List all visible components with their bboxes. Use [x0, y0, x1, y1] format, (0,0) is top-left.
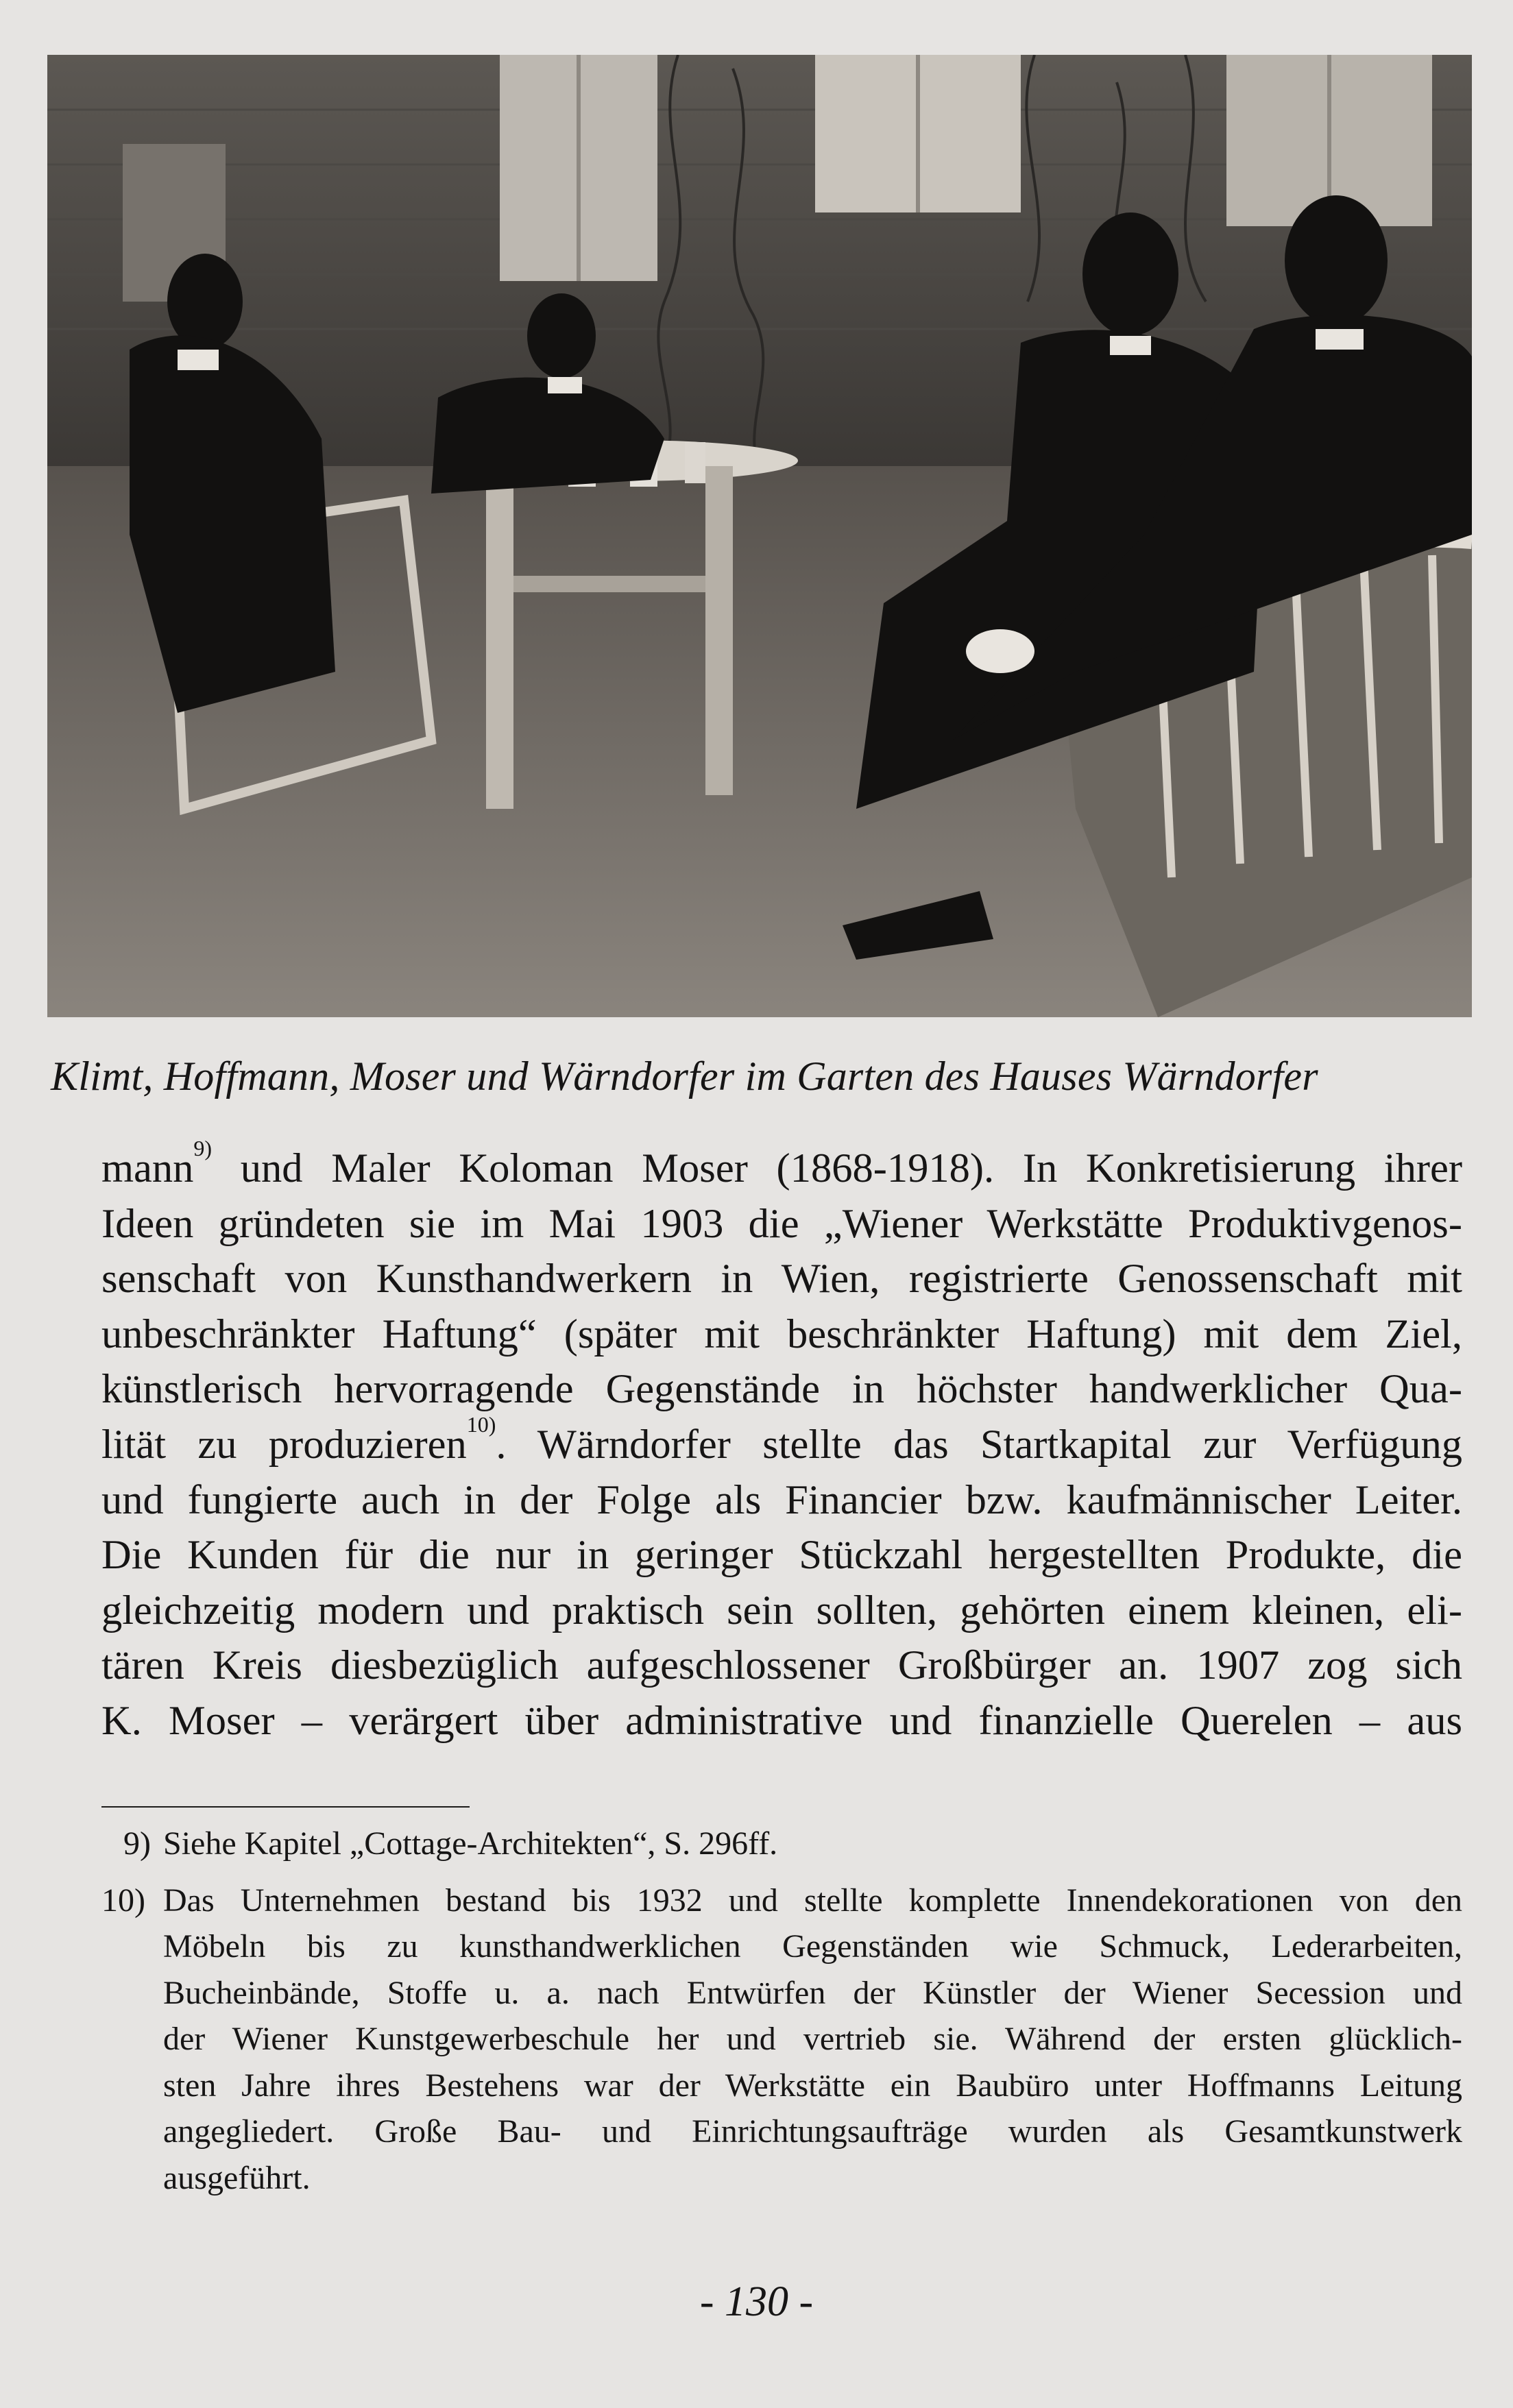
body-line-1 — [101, 1136, 1462, 1197]
body-line-7: und fungierte auch in der Folge als Financier bzw. kaufmännischer Leiter. — [101, 1476, 1462, 1523]
footnote-ref-9: 9) — [193, 1136, 213, 1160]
body-line-2: Ideen gründeten sie im Mai 1903 die „Wiener Werkstätte Produktivgenos- — [101, 1200, 1462, 1247]
footnote-divider — [101, 1806, 470, 1808]
footnote-9 — [101, 1821, 1462, 1867]
footnote-ref-10: 10) — [466, 1411, 496, 1437]
body-line-10: tären Kreis diesbezüglich aufgeschlossener Großbürger an. 1907 zog sich — [101, 1642, 1462, 1689]
body-text — [101, 1136, 1462, 1749]
page-number: - 130 - — [699, 2278, 814, 2325]
footnote-10 — [101, 1877, 1462, 2202]
body-line-5: künstlerisch hervorragende Gegenstände in höchster handwerklicher Qua- — [101, 1366, 1462, 1413]
footnote-10-line-5: sten Jahre ihres Bestehens war der Werkstätte ein Baubüro unter Hoffmanns Leitung — [163, 2067, 1462, 2104]
footnote-10-line-3: Bucheinbände, Stoffe u. a. nach Entwürfen der Künstler der Wiener Secession und — [163, 1974, 1462, 2011]
body-line-1-prefix: mann — [101, 1145, 194, 1191]
body-line-1-text: und Maler Koloman Moser (1868-1918). In Konkretisierung ihrer — [240, 1145, 1462, 1191]
body-line-3: senschaft von Kunsthandwerkern in Wien, registrierte Genossenschaft mit — [101, 1256, 1462, 1302]
body-line-6-text: . Wärndorfer stellte das Startkapital zur Verfügung — [496, 1421, 1462, 1468]
body-line-6-prefix: lität zu produzieren — [101, 1421, 467, 1468]
garden-photo — [47, 55, 1472, 1017]
footnote-9-line-1: Siehe Kapitel „Cottage-Architekten“, S. 296ff. — [163, 1825, 778, 1862]
photo-caption: Klimt, Hoffmann, Moser und Wärndorfer im Garten des Hauses Wärndorfer — [51, 1054, 1318, 1099]
footnote-10-number: 10) — [101, 1882, 145, 1919]
footnote-9-number: 9) — [123, 1825, 151, 1862]
footnotes — [101, 1821, 1462, 2201]
body-line-11: K. Moser – verärgert über administrative und finanzielle Querelen – aus — [101, 1697, 1462, 1744]
body-line-4: unbeschränkter Haftung“ (später mit beschränkter Haftung) mit dem Ziel, — [101, 1311, 1462, 1357]
body-line-9: gleichzeitig modern und praktisch sein sollten, gehörten einem kleinen, eli- — [101, 1587, 1462, 1633]
garden-photo-icon — [47, 55, 1472, 1017]
footnote-10-line-6: angegliedert. Große Bau- und Einrichtungsaufträge wurden als Gesamtkunstwerk — [163, 2113, 1462, 2150]
footnote-10-line-7: ausgeführt. — [163, 2159, 311, 2196]
body-line-6 — [101, 1411, 1462, 1473]
footnote-10-line-4: der Wiener Kunstgewerbeschule her und vertrieb sie. Während der ersten glücklich- — [163, 2021, 1462, 2057]
body-line-8: Die Kunden für die nur in geringer Stückzahl hergestellten Produkte, die — [101, 1532, 1462, 1579]
footnote-10-line-2: Möbeln bis zu kunsthandwerklichen Gegenständen wie Schmuck, Lederarbeiten, — [163, 1928, 1462, 1965]
footnote-10-line-1: Das Unternehmen bestand bis 1932 und stellte komplette Innendekorationen von den — [163, 1882, 1462, 1919]
